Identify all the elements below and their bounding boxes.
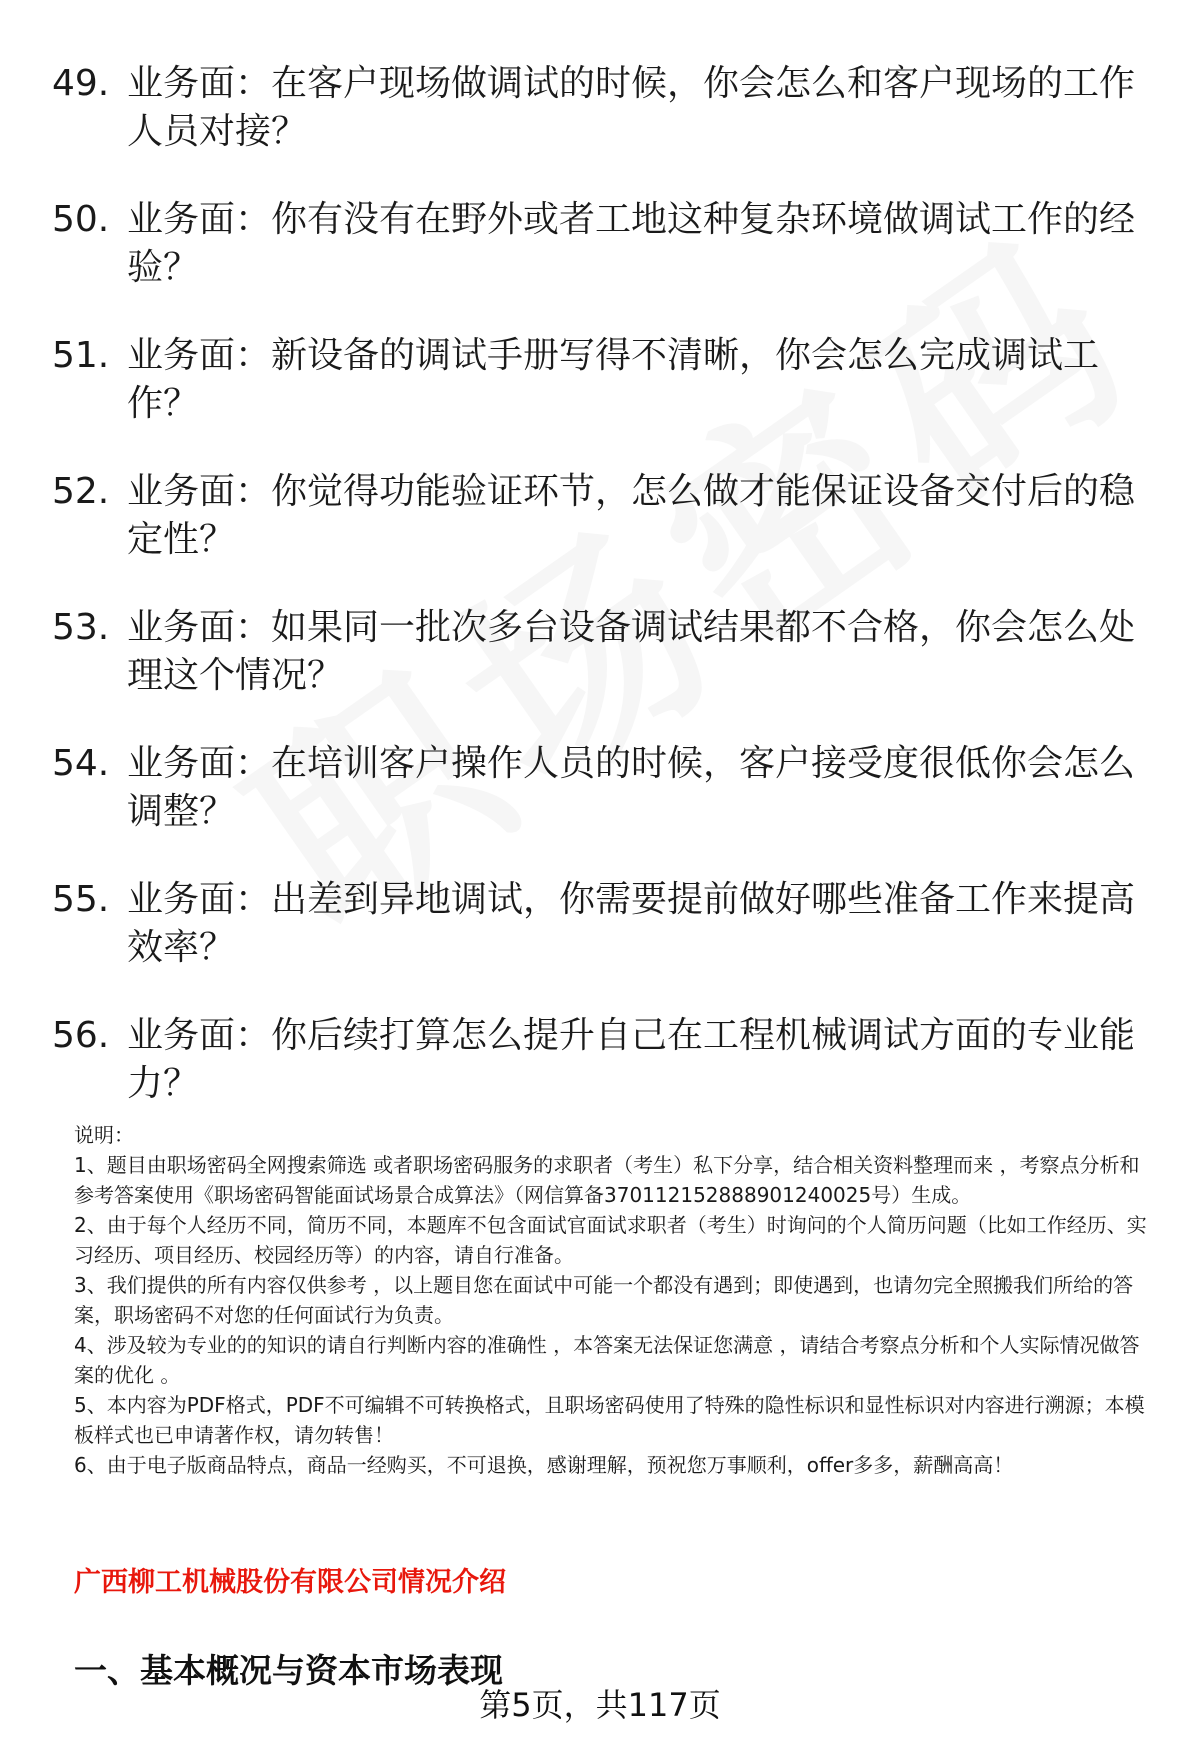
note-item: 3、我们提供的所有内容仅供参考 ，以上题目您在面试中可能一个都没有遇到；即使遇到，也请勿完全照搬我们所给的答案，职场密码不对您的任何面试行为负责。 — [74, 1273, 1134, 1327]
question-text: 业务面：出差到异地调试，你需要提前做好哪些准备工作来提高效率？ — [127, 879, 1136, 968]
question-text: 业务面：新设备的调试手册写得不清晰，你会怎么完成调试工作？ — [127, 335, 1100, 424]
question-number: 53. — [52, 607, 110, 648]
question-text: 业务面：在培训客户操作人员的时候，客户接受度很低你会怎么调整？ — [127, 743, 1136, 832]
note-item: 2、由于每个人经历不同，简历不同，本题库不包含面试官面试求职者（考生）时询问的个人简历问题（比如工作经历、实习经历、项目经历、校园经历等）的内容，请自行准备。 — [74, 1213, 1147, 1267]
question-text: 业务面：在客户现场做调试的时候，你会怎么和客户现场的工作人员对接？ — [127, 63, 1136, 152]
question-text: 业务面：你后续打算怎么提升自己在工程机械调试方面的专业能力？ — [127, 1015, 1136, 1104]
note-item: 5、本内容为PDF格式，PDF不可编辑不可转换格式，且职场密码使用了特殊的隐性标识和显性标识对内容进行溯源；本模板样式也已申请著作权，请勿转售！ — [74, 1393, 1145, 1447]
question-text: 业务面：你有没有在野外或者工地这种复杂环境做调试工作的经验？ — [127, 199, 1136, 288]
note-item: 4、涉及较为专业的的知识的请自行判断内容的准确性 ，本答案无法保证您满意 ，请结合考察点分析和个人实际情况做答案的优化 。 — [74, 1333, 1140, 1387]
question-text: 业务面：你觉得功能验证环节，怎么做才能保证设备交付后的稳定性？ — [127, 471, 1136, 560]
question-item — [52, 468, 1162, 564]
question-item — [52, 60, 1162, 156]
note-item: 1、题目由职场密码全网搜索筛选 或者职场密码服务的求职者（考生）私下分享，结合相关资料整理而来 ，考察点分析和参考答案使用《职场密码智能面试场景合成算法》（网信算备370112152888901240025号）生成。 — [74, 1153, 1140, 1207]
question-number: 52. — [52, 471, 110, 512]
page-number: 第5页，共117页 — [479, 1686, 721, 1724]
notes-heading: 说明： — [74, 1123, 134, 1147]
question-list — [52, 60, 1162, 1148]
question-item — [52, 196, 1162, 292]
note-item: 6、由于电子版商品特点，商品一经购买，不可退换，感谢理解，预祝您万事顺利，offer多多，薪酬高高！ — [74, 1453, 1014, 1477]
section-title: 一、基本概况与资本市场表现 — [74, 1651, 503, 1690]
question-item — [52, 740, 1162, 836]
company-title: 广西柳工机械股份有限公司情况介绍 — [74, 1567, 506, 1598]
question-item — [52, 604, 1162, 700]
question-number: 51. — [52, 335, 110, 376]
question-number: 50. — [52, 199, 110, 240]
question-item — [52, 332, 1162, 428]
question-number: 49. — [52, 63, 110, 104]
question-item — [52, 1012, 1162, 1108]
question-number: 56. — [52, 1015, 110, 1056]
question-number: 54. — [52, 743, 110, 784]
notes-section — [74, 1120, 1159, 1480]
question-number: 55. — [52, 879, 110, 920]
question-text: 业务面：如果同一批次多台设备调试结果都不合格，你会怎么处理这个情况？ — [127, 607, 1136, 696]
question-item — [52, 876, 1162, 972]
